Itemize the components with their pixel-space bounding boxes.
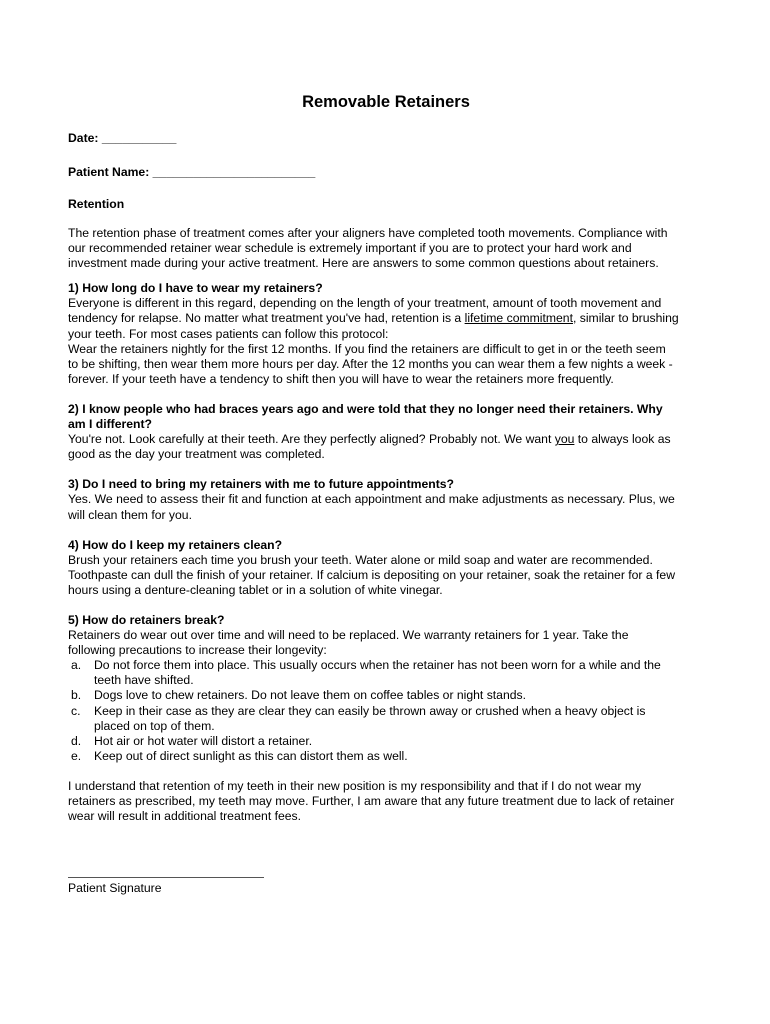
signature-label: Patient Signature	[68, 881, 162, 895]
answer-line: forever. If your teeth have a tendency to shift then you will have to wear the retainers more frequently.	[68, 371, 614, 386]
list-item-line: Keep in their case as they are clear they can easily be thrown away or crushed when a heavy object is	[94, 703, 646, 718]
list-item-line: Do not force them into place. This usually occurs when the retainer has not been worn for a while and the	[94, 658, 661, 673]
answer-line: Brush your retainers each time you brush your teeth. Water alone or mild soap and water are recommended.	[68, 552, 653, 567]
answer-line	[68, 311, 708, 326]
answer-text: , similar to brushing	[572, 311, 679, 326]
answer-text: You're not. Look carefully at their teeth. Are they perfectly aligned? Probably not. We want	[68, 432, 555, 447]
faq-section-5	[68, 613, 708, 764]
acknowledgement-line: retainers as prescribed, my teeth may move. Further, I am aware that any future treatment due to lack of retainer	[68, 794, 675, 808]
answer-line: to be shifting, then wear them more hours per day. After the 12 months you can wear them a few nights a week -	[68, 356, 673, 371]
answer-line: Wear the retainers nightly for the first 12 months. If you find the retainers are difficult to get in or the teeth seem	[68, 341, 666, 356]
list-item	[68, 749, 708, 764]
list-marker: a.	[71, 658, 82, 673]
faq-question: 4) How do I keep my retainers clean?	[68, 537, 283, 552]
intro-line: The retention phase of treatment comes after your aligners have completed tooth movements. Compliance with	[68, 226, 668, 240]
answer-line: will clean them for you.	[68, 507, 192, 522]
intro-line: our recommended retainer wear schedule is extremely important if you are to protect your hard work and	[68, 241, 632, 256]
answer-text: to always look as	[574, 432, 671, 447]
page-title: Removable Retainers	[302, 93, 470, 111]
underlined-text: lifetime commitment	[464, 311, 573, 326]
list-item	[68, 704, 708, 734]
faq-question: 5) How do retainers break?	[68, 612, 225, 627]
list-marker: b.	[71, 688, 82, 703]
list-item-line: Dogs love to chew retainers. Do not leave them on coffee tables or night stands.	[94, 688, 527, 703]
date-field: Date: ___________	[68, 131, 177, 145]
faq-question: 3) Do I need to bring my retainers with me to future appointments?	[68, 477, 454, 492]
answer-line: good as the day your treatment was completed.	[68, 447, 325, 462]
answer-line: hours using a denture-cleaning tablet or in a solution of white vinegar.	[68, 582, 443, 597]
list-item	[68, 688, 708, 703]
retention-intro	[68, 226, 708, 271]
underlined-text: you	[554, 432, 575, 447]
acknowledgement-paragraph	[68, 779, 708, 824]
list-item-line: teeth have shifted.	[94, 673, 194, 688]
faq-section-1	[68, 281, 708, 387]
list-item	[68, 658, 708, 688]
answer-line: your teeth. For most cases patients can follow this protocol:	[68, 326, 389, 341]
list-marker: d.	[71, 733, 82, 748]
signature-line	[68, 877, 264, 878]
answer-text: tendency for relapse. No matter what treatment you've had, retention is a	[68, 311, 465, 326]
patient-name-field: Patient Name: ________________________	[68, 165, 316, 179]
answer-line	[68, 432, 708, 447]
faq-section-4	[68, 538, 708, 598]
answer-line: Retainers do wear out over time and will need to be replaced. We warranty retainers for 1 year. Take the	[68, 628, 629, 643]
intro-line: investment made during your active treatment. Here are answers to some common questions about retainers.	[68, 256, 659, 271]
precautions-list	[68, 658, 708, 764]
faq-question: 2) I know people who had braces years ago and were told that they no longer need their retainers. Why	[68, 401, 663, 416]
faq-question: am I different?	[68, 417, 152, 432]
list-marker: c.	[71, 703, 81, 718]
acknowledgement-line: I understand that retention of my teeth in their new position is my responsibility and that if I do not wear my	[68, 778, 642, 793]
faq-section-2	[68, 402, 708, 462]
answer-line: Toothpaste can dull the finish of your retainer. If calcium is depositing on your retainer, soak the retainer for a few	[68, 567, 675, 582]
faq-question: 1) How long do I have to wear my retainers?	[68, 281, 323, 296]
retention-heading: Retention	[68, 197, 125, 211]
answer-line: Everyone is different in this regard, depending on the length of your treatment, amount of tooth movement and	[68, 296, 662, 311]
list-item-line: Keep out of direct sunlight as this can distort them as well.	[94, 748, 408, 763]
answer-line: following precautions to increase their longevity:	[68, 643, 327, 658]
list-marker: e.	[71, 748, 82, 763]
list-item	[68, 734, 708, 749]
document-body	[68, 226, 708, 824]
acknowledgement-line: wear will result in additional treatment fees.	[68, 809, 302, 824]
list-item-line: Hot air or hot water will distort a retainer.	[94, 733, 313, 748]
faq-section-3	[68, 477, 708, 522]
answer-line: Yes. We need to assess their fit and function at each appointment and make adjustments as necessary. Plus, we	[68, 492, 675, 507]
list-item-line: placed on top of them.	[94, 718, 215, 733]
